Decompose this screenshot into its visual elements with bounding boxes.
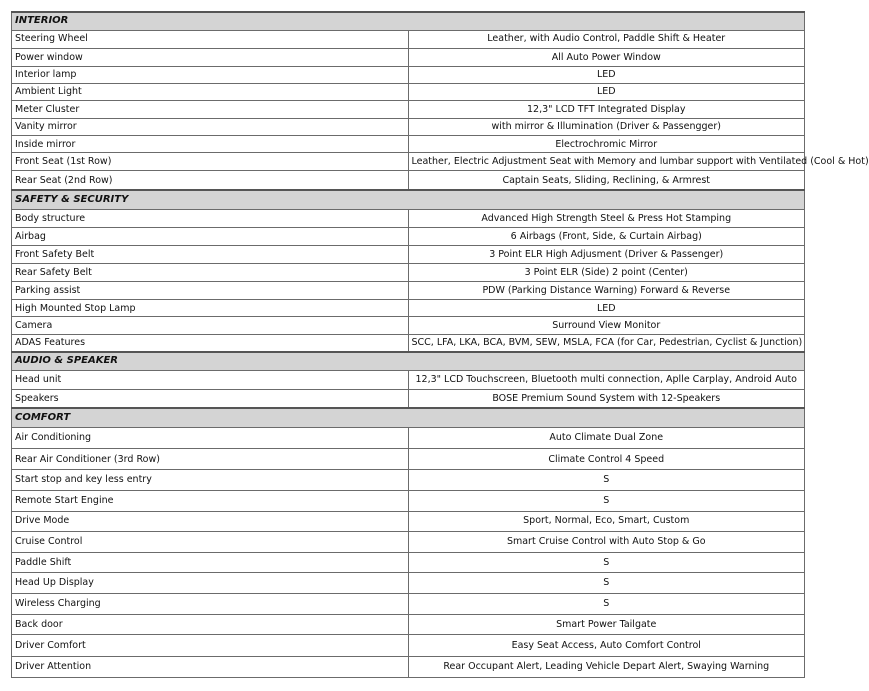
feature-cell: Interior lamp: [12, 66, 409, 83]
table-row: [12, 317, 805, 334]
table-row: [12, 101, 805, 119]
section-title: INTERIOR: [12, 12, 805, 30]
feature-cell: Rear Safety Belt: [12, 264, 409, 282]
feature-cell: ADAS Features: [12, 334, 409, 352]
table-row: [12, 615, 805, 635]
table-row: [12, 153, 805, 171]
section-title: AUDIO & SPEAKER: [12, 352, 805, 370]
table-row: [12, 428, 805, 449]
value-cell: Auto Climate Dual Zone: [408, 428, 805, 449]
value-cell: S: [408, 470, 805, 490]
table-row: [12, 282, 805, 300]
feature-cell: Front Safety Belt: [12, 245, 409, 263]
table-row: [12, 83, 805, 100]
table-row: [12, 300, 805, 317]
section-header-row: [12, 408, 805, 427]
feature-cell: Drive Mode: [12, 511, 409, 531]
value-cell: Surround View Monitor: [408, 317, 805, 334]
table-row: [12, 531, 805, 552]
value-cell: Leather, with Audio Control, Paddle Shift & Heater: [408, 30, 805, 48]
feature-cell: Power window: [12, 48, 409, 66]
table-row: [12, 449, 805, 470]
section-header-row: [12, 190, 805, 209]
feature-cell: Camera: [12, 317, 409, 334]
table-row: [12, 334, 805, 352]
value-cell: LED: [408, 66, 805, 83]
value-cell: 12,3" LCD Touchscreen, Bluetooth multi connection, Aplle Carplay, Android Auto: [408, 370, 805, 389]
feature-cell: Cruise Control: [12, 531, 409, 552]
table-row: [12, 136, 805, 153]
table-row: [12, 66, 805, 83]
table-row: [12, 635, 805, 656]
table-row: [12, 594, 805, 615]
value-cell: Smart Power Tailgate: [408, 615, 805, 635]
value-cell: BOSE Premium Sound System with 12-Speakers: [408, 389, 805, 408]
section-header-row: [12, 12, 805, 30]
value-cell: LED: [408, 83, 805, 100]
value-cell: Smart Cruise Control with Auto Stop & Go: [408, 531, 805, 552]
feature-cell: Rear Air Conditioner (3rd Row): [12, 449, 409, 470]
feature-cell: Start stop and key less entry: [12, 470, 409, 490]
feature-cell: Wireless Charging: [12, 594, 409, 615]
value-cell: 12,3" LCD TFT Integrated Display: [408, 101, 805, 119]
feature-cell: Body structure: [12, 209, 409, 227]
table-row: [12, 470, 805, 490]
table-row: [12, 264, 805, 282]
value-cell: 3 Point ELR High Adjusment (Driver & Passenger): [408, 245, 805, 263]
feature-cell: High Mounted Stop Lamp: [12, 300, 409, 317]
value-cell: Captain Seats, Sliding, Reclining, & Armrest: [408, 171, 805, 190]
spec-table-body: [12, 12, 869, 678]
value-cell: Sport, Normal, Eco, Smart, Custom: [408, 511, 805, 531]
section-title: COMFORT: [12, 408, 805, 427]
table-row: [12, 389, 805, 408]
feature-cell: Speakers: [12, 389, 409, 408]
value-cell: Electrochromic Mirror: [408, 136, 805, 153]
value-cell: S: [408, 573, 805, 594]
value-cell: S: [408, 552, 805, 572]
table-row: [12, 573, 805, 594]
feature-cell: Inside mirror: [12, 136, 409, 153]
value-cell: LED: [408, 300, 805, 317]
value-cell: Rear Occupant Alert, Leading Vehicle Depart Alert, Swaying Warning: [408, 656, 805, 677]
table-row: [12, 490, 805, 511]
feature-cell: Paddle Shift: [12, 552, 409, 572]
value-cell: with mirror & Illumination (Driver & Passengger): [408, 119, 805, 136]
value-cell: Climate Control 4 Speed: [408, 449, 805, 470]
table-row: [12, 48, 805, 66]
value-cell: All Auto Power Window: [408, 48, 805, 66]
feature-cell: Back door: [12, 615, 409, 635]
table-row: [12, 30, 805, 48]
feature-cell: Vanity mirror: [12, 119, 409, 136]
feature-cell: Steering Wheel: [12, 30, 409, 48]
feature-cell: Front Seat (1st Row): [12, 153, 409, 171]
feature-cell: Remote Start Engine: [12, 490, 409, 511]
table-row: [12, 171, 805, 190]
feature-cell: Head unit: [12, 370, 409, 389]
feature-cell: Meter Cluster: [12, 101, 409, 119]
table-row: [12, 245, 805, 263]
value-cell: 6 Airbags (Front, Side, & Curtain Airbag): [408, 227, 805, 245]
table-row: [12, 511, 805, 531]
section-header-row: [12, 352, 805, 370]
table-row: [12, 119, 805, 136]
table-row: [12, 552, 805, 572]
feature-cell: Driver Comfort: [12, 635, 409, 656]
feature-cell: Driver Attention: [12, 656, 409, 677]
feature-cell: Airbag: [12, 227, 409, 245]
feature-cell: Rear Seat (2nd Row): [12, 171, 409, 190]
table-row: [12, 656, 805, 677]
value-cell: S: [408, 594, 805, 615]
value-cell: Easy Seat Access, Auto Comfort Control: [408, 635, 805, 656]
value-cell: SCC, LFA, LKA, BCA, BVM, SEW, MSLA, FCA (for Car, Pedestrian, Cyclist & Junction): [408, 334, 805, 352]
value-cell: PDW (Parking Distance Warning) Forward & Reverse: [408, 282, 805, 300]
feature-cell: Ambient Light: [12, 83, 409, 100]
value-cell: Leather, Electric Adjustment Seat with Memory and lumbar support with Ventilated (Cool & Hot): [408, 153, 805, 171]
table-row: [12, 227, 805, 245]
feature-cell: Air Conditioning: [12, 428, 409, 449]
feature-cell: Parking assist: [12, 282, 409, 300]
feature-cell: Head Up Display: [12, 573, 409, 594]
spec-table: [11, 11, 869, 678]
value-cell: Advanced High Strength Steel & Press Hot Stamping: [408, 209, 805, 227]
section-title: SAFETY & SECURITY: [12, 190, 805, 209]
value-cell: 3 Point ELR (Side) 2 point (Center): [408, 264, 805, 282]
value-cell: S: [408, 490, 805, 511]
table-row: [12, 370, 805, 389]
table-row: [12, 209, 805, 227]
